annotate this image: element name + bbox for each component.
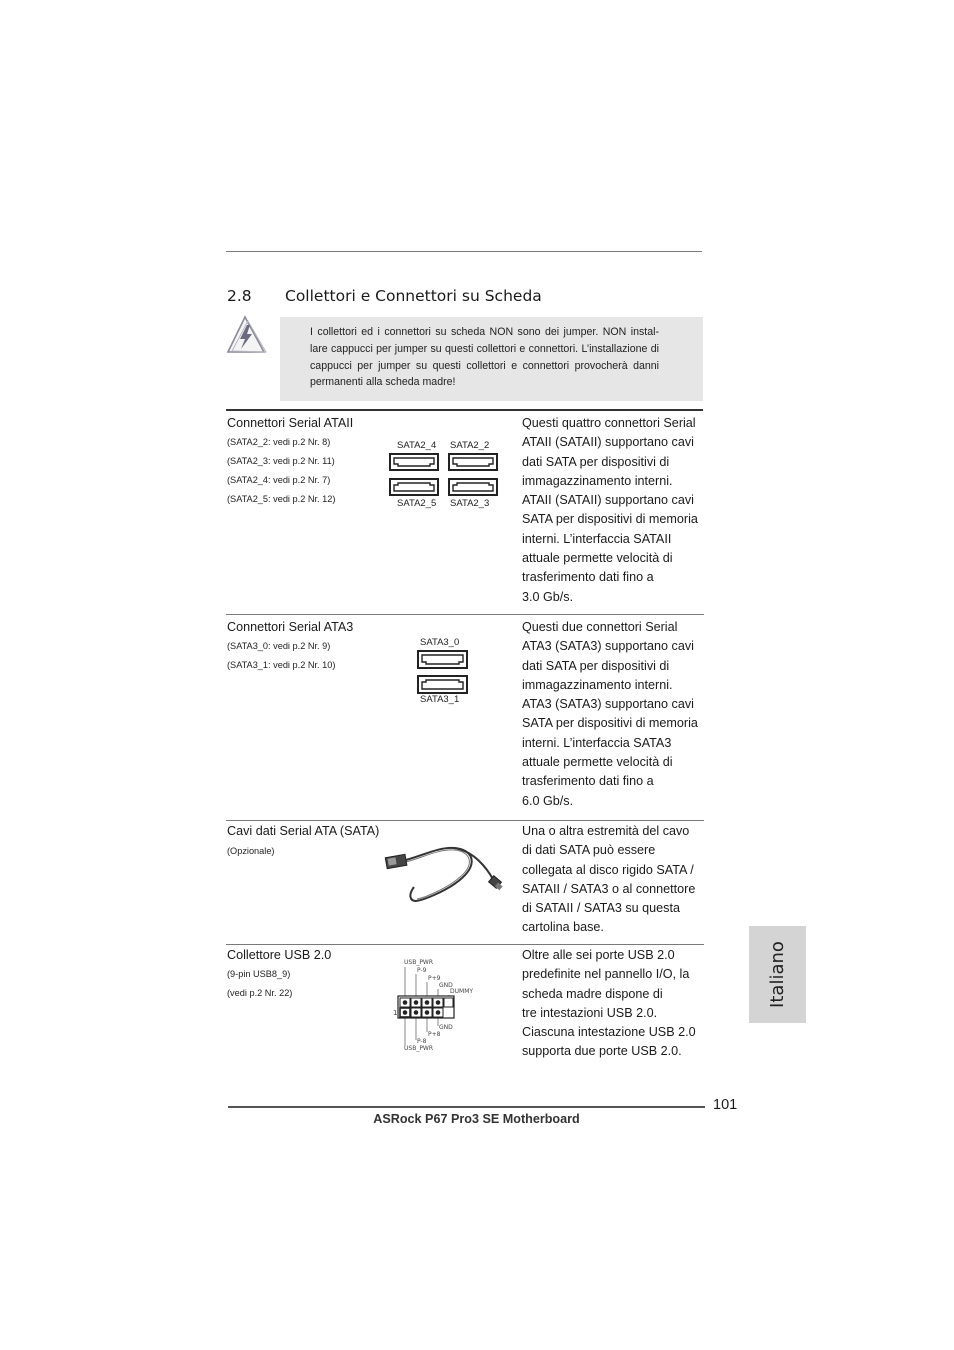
table-top-rule: [226, 409, 703, 411]
sata3-ref-0: (SATA3_0: vedi p.2 Nr. 9): [227, 641, 331, 651]
sata2-3-label: SATA2_3: [450, 498, 490, 509]
desc-line: immagazzinamento interni.: [522, 677, 673, 692]
pin-label-p8-plus: P+8: [428, 1031, 441, 1038]
desc-line: trasferimento dati fino a: [522, 774, 654, 789]
desc-line: scheda madre dispone di: [522, 986, 663, 1001]
desc-line: SATA per dispositivi di memoria: [522, 716, 698, 731]
usb-header-pin-diagram: [396, 960, 456, 1048]
sata-connector-icon: [418, 676, 467, 693]
cable-ref-0: (Opzionale): [227, 846, 275, 856]
desc-line: ATA3 (SATA3) supportano cavi: [522, 697, 694, 712]
sata3-0-label: SATA3_0: [420, 637, 460, 648]
desc-line: tre intestazioni USB 2.0.: [522, 1005, 658, 1020]
sata-cable-illustration: [384, 843, 506, 905]
desc-line: supporta due porte USB 2.0.: [522, 1044, 682, 1059]
sata3-ref-1: (SATA3_1: vedi p.2 Nr. 10): [227, 660, 336, 670]
desc-line: SATAII / SATA3 o al connettore: [522, 881, 696, 896]
sata3-title: Connettori Serial ATA3: [227, 620, 354, 634]
usb-description: [522, 946, 706, 1062]
pin-label-gnd-top: GND: [439, 982, 453, 989]
desc-line: dati SATA per dispositivi di: [522, 658, 670, 673]
desc-line: Questi due connettori Serial: [522, 620, 678, 634]
sata-connector-icon: [390, 454, 438, 470]
pin-label-p9-minus: P-9: [417, 967, 427, 974]
desc-line: interni. L’interfaccia SATAII: [522, 531, 672, 546]
desc-line: 6.0 Gb/s.: [522, 793, 574, 808]
desc-line: cartolina base.: [522, 920, 604, 935]
desc-line: ATA3 (SATA3) supportano cavi: [522, 639, 694, 654]
row-divider: [226, 820, 704, 821]
cable-title: Cavi dati Serial ATA (SATA): [227, 824, 380, 838]
warning-triangle-icon: [226, 315, 268, 355]
usb-ref-0: (9-pin USB8_9): [227, 969, 291, 979]
header-rule: [226, 251, 702, 252]
desc-line: dati SATA per dispositivi di: [522, 454, 670, 469]
pin-label-p9-plus: P+9: [428, 975, 441, 982]
desc-line: immagazzinamento interni.: [522, 473, 673, 488]
desc-line: Una o altra estremità del cavo: [522, 824, 690, 838]
pin-label-gnd-bot: GND: [439, 1024, 453, 1031]
sata-connector-icon: [449, 479, 497, 495]
language-side-tab: [749, 926, 806, 1023]
desc-line: Ciascuna intestazione USB 2.0: [522, 1025, 696, 1040]
section-title: Collettori e Connettori su Scheda: [285, 287, 542, 305]
sataii-description: [522, 414, 706, 607]
pin-label-dummy: DUMMY: [450, 988, 474, 995]
desc-line: ATAII (SATAII) supportano cavi: [522, 435, 694, 450]
pin-label-usb-pwr-top: USB_PWR: [404, 959, 434, 966]
desc-line: Oltre alle sei porte USB 2.0: [522, 948, 675, 962]
desc-line: di dati SATA può essere: [522, 843, 656, 858]
pin-one-label: 1: [393, 1009, 398, 1017]
desc-line: trasferimento dati fino a: [522, 570, 654, 585]
usb-title: Collettore USB 2.0: [227, 948, 332, 962]
section-number: 2.8: [227, 287, 252, 305]
sata-connector-icon: [418, 651, 467, 668]
row-divider: [226, 944, 704, 945]
usb-ref-1: (vedi p.2 Nr. 22): [227, 988, 293, 998]
sataii-ref-1: (SATA2_3: vedi p.2 Nr. 11): [227, 456, 335, 466]
pin-label-p8-minus: P-8: [417, 1038, 427, 1045]
sataii-connectors-diagram: [389, 453, 499, 497]
footer-title: ASRock P67 Pro3 SE Motherboard: [373, 1112, 580, 1126]
sata2-2-label: SATA2_2: [450, 440, 490, 451]
warning-text: I collettori ed i connettori su scheda NON sono dei jumper. NON instal- lare cappucci per jumper su questi collettori e connettori. L’installazione di cappucci per jumper su questi collettori e connettori provocherà danni permanenti alla scheda madre!: [310, 326, 659, 389]
page-number: 101: [713, 1097, 738, 1113]
desc-line: SATA per dispositivi di memoria: [522, 512, 698, 527]
sataii-ref-3: (SATA2_5: vedi p.2 Nr. 12): [227, 494, 336, 504]
language-side-tab-label: Italiano: [767, 941, 788, 1008]
cable-description: [522, 822, 706, 938]
sata2-4-label: SATA2_4: [397, 440, 437, 451]
sataii-ref-2: (SATA2_4: vedi p.2 Nr. 7): [227, 475, 331, 485]
row-divider: [226, 614, 704, 615]
sata3-description: [522, 618, 706, 811]
pin-label-usb-pwr-bot: USB_PWR: [404, 1045, 434, 1052]
desc-line: attuale permette velocità di: [522, 755, 673, 770]
sata2-5-label: SATA2_5: [397, 498, 437, 509]
sata3-1-label: SATA3_1: [420, 694, 460, 705]
sataii-ref-0: (SATA2_2: vedi p.2 Nr. 8): [227, 437, 331, 447]
sata-connector-icon: [390, 479, 438, 495]
desc-line: Questi quattro connettori Serial: [522, 416, 696, 430]
desc-line: di SATAII / SATA3 su questa: [522, 901, 680, 916]
desc-line: collegata al disco rigido SATA /: [522, 862, 694, 877]
desc-line: ATAII (SATAII) supportano cavi: [522, 493, 694, 508]
desc-line: predefinite nel pannello I/O, la: [522, 967, 690, 982]
sataii-title: Connettori Serial ATAII: [227, 416, 354, 430]
warning-note: [280, 317, 703, 401]
desc-line: interni. L’interfaccia SATA3: [522, 735, 672, 750]
desc-line: 3.0 Gb/s.: [522, 589, 574, 604]
footer-rule: [228, 1106, 705, 1108]
sata-connector-icon: [449, 454, 497, 470]
sata3-connectors-diagram: [417, 650, 469, 694]
desc-line: attuale permette velocità di: [522, 551, 673, 566]
